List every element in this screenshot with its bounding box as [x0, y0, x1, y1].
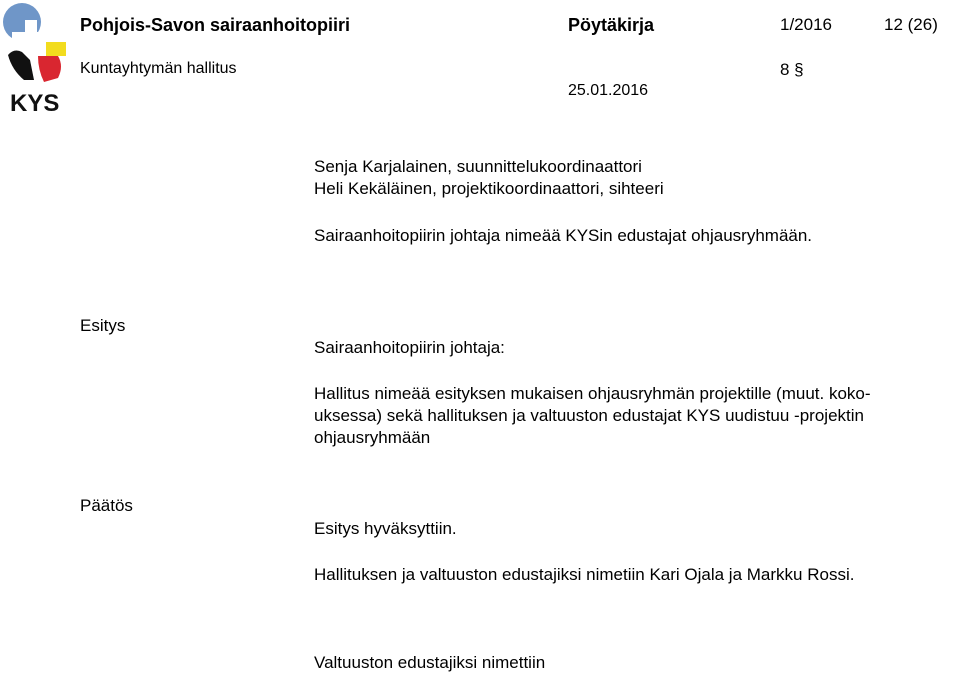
member-line-1: Senja Karjalainen, suunnittelukoordinaattori	[314, 157, 642, 176]
logo-red-shape	[38, 56, 61, 82]
meeting-date: 25.01.2016	[568, 82, 649, 99]
logo-yellow-shape	[46, 42, 66, 56]
logo-cross-horizontal	[12, 32, 52, 43]
page-number: 12 (26)	[884, 15, 938, 34]
member-line-2: Heli Kekäläinen, projektikoordinaattori, sihteeri	[314, 179, 664, 198]
paatos-label: Päätös	[80, 496, 133, 515]
paatos-line-2: Hallituksen ja valtuuston edustajiksi nimetiin Kari Ojala ja Markku Rossi.	[314, 565, 855, 584]
section-number: 8 §	[780, 60, 804, 79]
esitys-text-line-3: ohjausryhmään	[314, 428, 431, 447]
paatos-line-1: Esitys hyväksyttiin.	[314, 519, 457, 538]
esitys-label: Esitys	[80, 316, 126, 335]
organization-name: Pohjois-Savon sairaanhoitopiiri	[80, 15, 351, 35]
esitys-text-line-1: Hallitus nimeää esityksen mukaisen ohjausryhmän projektille (muut. koko-	[314, 384, 871, 403]
kys-logo	[0, 0, 72, 116]
document-type: Pöytäkirja	[568, 15, 655, 35]
intro-text: Sairaanhoitopiirin johtaja nimeää KYSin edustajat ohjausryhmään.	[314, 226, 813, 245]
esitys-text-line-2: uksessa) sekä hallituksen ja valtuuston edustajat KYS uudistuu -projektin	[314, 406, 864, 425]
paatos-line-3: Valtuuston edustajiksi nimettiin	[314, 653, 546, 672]
logo-text: KYS	[10, 90, 60, 116]
governing-body: Kuntayhtymän hallitus	[80, 60, 237, 77]
esitys-author: Sairaanhoitopiirin johtaja:	[314, 338, 505, 357]
document-number: 1/2016	[780, 15, 832, 34]
logo-black-shape	[8, 51, 34, 80]
